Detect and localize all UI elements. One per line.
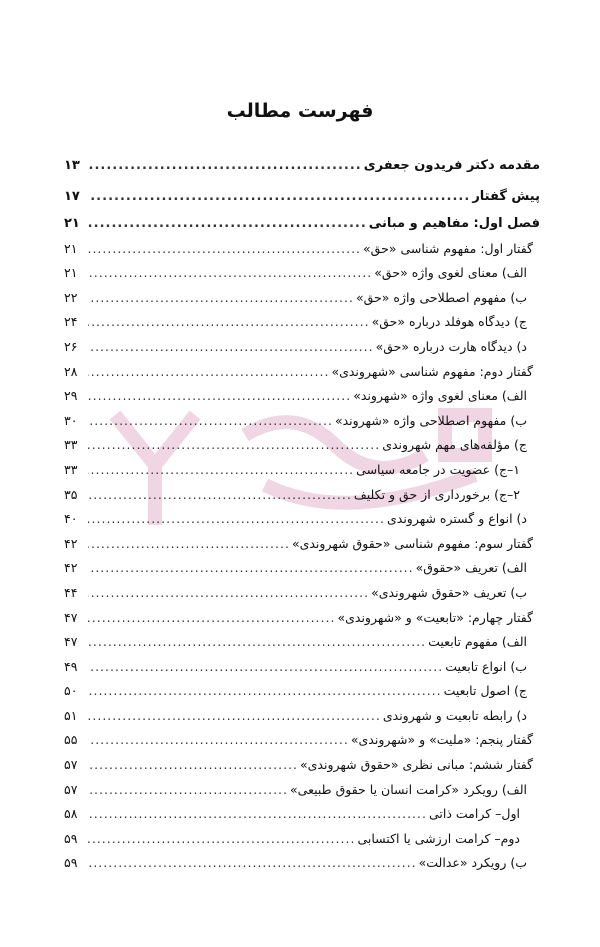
toc-entry[interactable] <box>64 483 540 508</box>
dot-leader <box>88 360 329 385</box>
toc-entry-page: ۵۹ <box>64 830 78 846</box>
toc-entry[interactable] <box>64 458 540 483</box>
toc-entry-label: ب) مفهوم اصطلاحی واژه «شهروند» <box>334 412 527 428</box>
dot-leader <box>88 679 442 704</box>
toc-entry[interactable] <box>64 212 540 237</box>
dot-leader <box>88 181 470 212</box>
toc-entry-page: ۴۷ <box>64 609 78 625</box>
toc-entry-label: الف) تعریف «حقوق» <box>415 560 527 576</box>
page-title: فهرست مطالب <box>226 100 374 122</box>
toc-entry-label: الف) رویکرد «کرامت انسان یا حقوق طبیعی» <box>290 781 527 797</box>
toc-entry-page: ۲۲ <box>64 289 78 305</box>
toc-entry-label: گفتار پنجم: «ملیت» و «شهروندی» <box>350 732 533 748</box>
dot-leader <box>88 237 361 262</box>
dot-leader <box>88 433 380 458</box>
toc-entry-page: ۲۱ <box>64 216 80 231</box>
toc-entry[interactable] <box>64 778 540 803</box>
dot-leader <box>88 532 290 557</box>
dot-leader <box>88 335 374 360</box>
toc-entry[interactable] <box>64 753 540 778</box>
dot-leader <box>88 384 351 409</box>
toc-entry-label: د) رابطه تابعیت و شهروندی <box>382 707 527 723</box>
dot-leader <box>88 581 369 606</box>
toc-entry-label: گفتار چهارم: «تابعیت» و «شهروندی» <box>337 609 533 625</box>
toc-entry-page: ۵۷ <box>64 781 78 797</box>
dot-leader <box>88 606 335 631</box>
toc-entry[interactable] <box>64 433 540 458</box>
toc-entry-page: ۵۹ <box>64 855 78 871</box>
toc-entry[interactable] <box>64 507 540 532</box>
toc-entry-page: ۱۳ <box>64 158 80 173</box>
toc-entry[interactable] <box>64 384 540 409</box>
dot-leader <box>88 655 443 680</box>
dot-leader <box>88 507 385 532</box>
toc-entry-page: ۵۵ <box>64 732 78 748</box>
toc-entry[interactable] <box>64 630 540 655</box>
dot-leader <box>88 728 349 753</box>
toc-entry-page: ۳۳ <box>64 461 78 477</box>
toc-entry[interactable] <box>64 310 540 335</box>
toc-entry-label: مقدمه دکتر فریدون جعفری <box>363 158 540 173</box>
toc-entry[interactable] <box>64 181 540 212</box>
toc-entry-page: ۳۰ <box>64 412 78 428</box>
toc-entry-page: ۴۲ <box>64 560 78 576</box>
toc-entry-label: اول– کرامت ذاتی <box>428 806 520 822</box>
toc-entry[interactable] <box>64 150 540 181</box>
toc-entry-page: ۵۸ <box>64 806 78 822</box>
toc-entry-label: ج) دیدگاه هوفلد درباره «حق» <box>371 314 527 330</box>
toc-entry-label: گفتار ششم: مبانی نظری «حقوق شهروندی» <box>300 757 533 773</box>
toc-entry[interactable] <box>64 261 540 286</box>
dot-leader <box>88 150 362 181</box>
dot-leader <box>88 851 417 876</box>
toc-entry[interactable] <box>64 360 540 385</box>
toc-entry-page: ۴۴ <box>64 584 78 600</box>
dot-leader <box>88 458 354 483</box>
toc-entry-page: ۵۷ <box>64 757 78 773</box>
toc-entry-page: ۲۴ <box>64 314 78 330</box>
dot-leader <box>88 310 370 335</box>
toc-entry-page: ۲۱ <box>64 240 78 256</box>
toc-entry-label: ب) انواع تابعیت <box>445 658 527 674</box>
toc-entry[interactable] <box>64 851 540 876</box>
toc-entry-label: ۱–ج) عضویت در جامعه سیاسی <box>356 461 520 477</box>
toc-entry-page: ۴۷ <box>64 634 78 650</box>
dot-leader <box>88 704 381 729</box>
toc-entry-label: د) انواع و گستره شهروندی <box>386 511 527 527</box>
toc-entry[interactable] <box>64 728 540 753</box>
toc-entry-page: ۲۹ <box>64 388 78 404</box>
toc-entry-label: ب) تعریف «حقوق شهروندی» <box>371 584 527 600</box>
dot-leader <box>88 286 354 311</box>
toc-entry-page: ۳۳ <box>64 437 78 453</box>
table-of-contents <box>64 150 540 876</box>
toc-entry-page: ۱۷ <box>64 189 80 204</box>
dot-leader <box>88 778 288 803</box>
toc-entry-label: ب) رویکرد «عدالت» <box>418 855 527 871</box>
toc-entry-label: ۲–ج) برخورداری از حق و تکلیف <box>353 486 520 502</box>
toc-entry-page: ۲۸ <box>64 363 78 379</box>
toc-entry[interactable] <box>64 409 540 434</box>
toc-entry-page: ۲۱ <box>64 265 78 281</box>
toc-entry[interactable] <box>64 286 540 311</box>
dot-leader <box>88 827 355 852</box>
toc-entry-page: ۴۹ <box>64 658 78 674</box>
toc-entry-label: الف) معنای لغوی واژه «حق» <box>374 265 527 281</box>
toc-entry-label: گفتار اول: مفهوم شناسی «حق» <box>363 240 533 256</box>
dot-leader <box>88 630 426 655</box>
toc-entry-label: الف) معنای لغوی واژه «شهروند» <box>353 388 527 404</box>
toc-entry[interactable] <box>64 237 540 262</box>
toc-entry-label: گفتار سوم: مفهوم شناسی «حقوق شهروندی» <box>291 535 533 551</box>
toc-entry[interactable] <box>64 655 540 680</box>
toc-entry-label: دوم– کرامت ارزشی یا اکتسابی <box>357 830 520 846</box>
toc-entry-label: د) دیدگاه هارت درباره «حق» <box>375 338 527 354</box>
dot-leader <box>88 212 367 237</box>
toc-entry-label: گفتار دوم: مفهوم شناسی «شهروندی» <box>331 363 533 379</box>
toc-entry[interactable] <box>64 335 540 360</box>
toc-entry[interactable] <box>64 532 540 557</box>
dot-leader <box>88 409 333 434</box>
toc-entry[interactable] <box>64 827 540 852</box>
toc-entry[interactable] <box>64 802 540 827</box>
dot-leader <box>88 483 352 508</box>
toc-entry-label: الف) مفهوم تابعیت <box>428 634 527 650</box>
toc-entry[interactable] <box>64 679 540 704</box>
toc-entry[interactable] <box>64 581 540 606</box>
toc-entry-page: ۳۵ <box>64 486 78 502</box>
toc-entry[interactable] <box>64 556 540 581</box>
toc-entry-page: ۵۰ <box>64 683 78 699</box>
toc-entry-page: ۲۶ <box>64 338 78 354</box>
toc-entry-page: ۴۰ <box>64 511 78 527</box>
dot-leader <box>88 802 427 827</box>
toc-entry-page: ۵۱ <box>64 707 78 723</box>
toc-entry-label: پیش گفتار <box>472 189 540 204</box>
toc-entry-label: ب) مفهوم اصطلاحی واژه «حق» <box>355 289 527 305</box>
toc-entry[interactable] <box>64 704 540 729</box>
toc-entry-label: ج) اصول تابعیت <box>443 683 527 699</box>
toc-entry-page: ۴۲ <box>64 535 78 551</box>
toc-entry-label: فصل اول: مفاهیم و مبانی <box>368 216 540 231</box>
dot-leader <box>88 261 372 286</box>
toc-entry[interactable] <box>64 606 540 631</box>
toc-entry-label: ج) مؤلفه‌های مهم شهروندی <box>382 437 527 453</box>
dot-leader <box>88 556 414 581</box>
dot-leader <box>88 753 298 778</box>
